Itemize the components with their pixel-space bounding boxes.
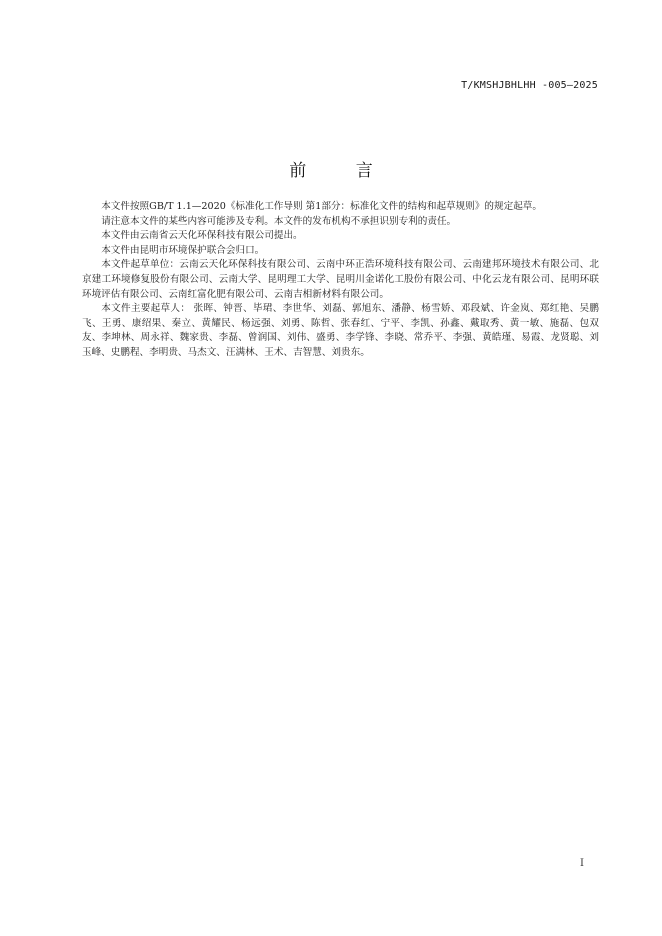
paragraph-proposer: 本文件由云南省云天化环保科技有限公司提出。 [101,230,303,242]
document-code: T/KMSHJBHLHH -005—2025 [461,80,598,91]
page-title: 前 言 [289,161,395,181]
paragraph-patent-notice: 请注意本文件的某些内容可能涉及专利。本文件的发布机构不承担识别专利的责任。 [101,215,457,227]
paragraph-standard-basis: 本文件按照GB/T 1.1—2020《标准化工作导则 第1部分：标准化文件的结构和起草规则》的规定起草。 [101,201,542,212]
paragraph-drafting-units: 本文件起草单位：云南云天化环保科技有限公司、云南中环正浩环境科技有限公司、云南建邦环境技术有限公司、北京建工环境修复股份有限公司、云南大学、昆明理工大学、昆明川金诺化工股份有限公司、中化云龙有限公司、昆明环联环境评估有限公司、云南红富化肥有限公司、云南吉相新材料有限公司。 [82,259,599,300]
paragraph-centralized-by: 本文件由昆明市环境保护联合会归口。 [101,244,265,256]
page-number: I [580,858,584,869]
paragraph-drafters: 本文件主要起草人： 张晖、钟晋、毕珺、李世华、刘磊、郭旭东、潘静、杨雪娇、邓段斌、许金岚、郑红艳、吴鹏飞、王勇、康绍果、秦立、黄耀民、杨远强、刘勇、陈哲、张春红、宁平、李凯、孙鑫、戴取秀、黄一敏、施磊、包双友、李坤林、周永祥、魏家贵、李磊、曾润国、刘伟、盛勇、李学锋、李晓、常乔平、李强、黄皓瑾、易霞、龙贤聪、刘玉峰、史鹏程、李明贵、马杰文、汪满林、王术、吉智慧、刘贵东。 [82,303,599,358]
foreword-body [82,200,599,361]
